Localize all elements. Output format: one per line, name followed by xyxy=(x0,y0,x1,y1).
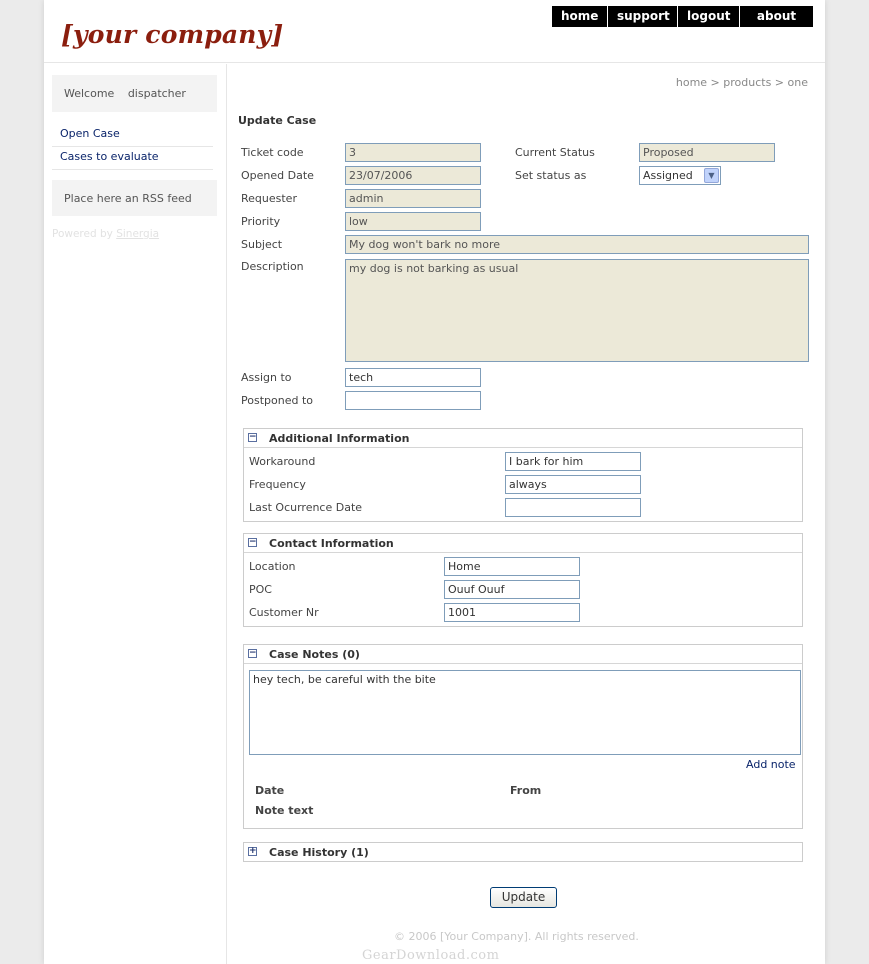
rss-box: Place here an RSS feed xyxy=(52,180,217,216)
last-occurrence-label: Last Ocurrence Date xyxy=(249,501,363,514)
notes-col-date: Date xyxy=(255,784,285,797)
set-status-select[interactable] xyxy=(639,166,721,185)
powered-by xyxy=(52,228,159,240)
subject-field: My dog won't bark no more xyxy=(345,235,809,254)
current-status-field: Proposed xyxy=(639,143,775,162)
assign-to-input[interactable]: tech xyxy=(345,368,481,387)
ticket-code-label: Ticket code xyxy=(241,146,304,159)
page xyxy=(44,0,825,964)
priority-label: Priority xyxy=(241,215,281,228)
case-notes-panel xyxy=(243,644,803,829)
postponed-to-label: Postponed to xyxy=(241,394,313,407)
additional-info-header xyxy=(244,429,802,448)
welcome-box xyxy=(52,75,217,112)
notes-col-from: From xyxy=(510,784,542,797)
requester-label: Requester xyxy=(241,192,297,205)
watermark: GearDownload.com xyxy=(362,948,500,963)
collapse-icon[interactable]: − xyxy=(249,648,257,658)
powered-by-link[interactable]: Sinergia xyxy=(116,228,160,240)
breadcrumb: home > products > one xyxy=(675,76,808,89)
footer-copyright: © 2006 [Your Company]. All rights reserved. xyxy=(394,930,639,943)
case-history-header[interactable] xyxy=(244,843,802,862)
add-note-link[interactable]: Add note xyxy=(746,758,796,771)
additional-info-title: Additional Information xyxy=(269,432,410,445)
postponed-to-input[interactable] xyxy=(345,391,481,410)
case-notes-title: Case Notes (0) xyxy=(269,648,360,661)
collapse-icon[interactable]: − xyxy=(249,537,257,547)
description-field[interactable]: my dog is not barking as usual xyxy=(345,259,809,362)
poc-label: POC xyxy=(249,583,272,596)
nav-logout[interactable]: logout xyxy=(678,6,739,27)
location-label: Location xyxy=(249,560,296,573)
chevron-down-icon[interactable]: ▼ xyxy=(704,168,719,183)
sidebar-links xyxy=(52,124,213,170)
update-button[interactable]: Update xyxy=(490,887,557,908)
contact-info-panel xyxy=(243,533,803,627)
set-status-value: Assigned xyxy=(643,169,693,182)
priority-field: low xyxy=(345,212,481,231)
poc-input[interactable]: Ouuf Ouuf xyxy=(444,580,580,599)
sidebar xyxy=(44,64,227,964)
customer-nr-label: Customer Nr xyxy=(249,606,319,619)
top-nav xyxy=(552,6,814,44)
requester-field: admin xyxy=(345,189,481,208)
location-input[interactable]: Home xyxy=(444,557,580,576)
workaround-label: Workaround xyxy=(249,455,316,468)
frequency-input[interactable]: always xyxy=(505,475,641,494)
ticket-code-field: 3 xyxy=(345,143,481,162)
assign-to-label: Assign to xyxy=(241,371,292,384)
frequency-label: Frequency xyxy=(249,478,306,491)
opened-date-field: 23/07/2006 xyxy=(345,166,481,185)
subject-label: Subject xyxy=(241,238,283,251)
case-history-panel xyxy=(243,842,803,862)
nav-home[interactable]: home xyxy=(552,6,607,27)
sidebar-item-cases-to-evaluate[interactable]: Cases to evaluate xyxy=(52,147,213,170)
additional-info-panel xyxy=(243,428,803,522)
opened-date-label: Opened Date xyxy=(241,169,314,182)
contact-info-title: Contact Information xyxy=(269,537,394,550)
page-title: Update Case xyxy=(238,114,317,127)
case-history-title: Case History (1) xyxy=(269,846,369,859)
welcome-label: Welcome xyxy=(64,87,115,100)
nav-support[interactable]: support xyxy=(608,6,677,27)
username: dispatcher xyxy=(127,87,186,100)
notes-col-text: Note text xyxy=(255,804,314,817)
case-notes-header xyxy=(244,645,802,664)
expand-icon[interactable]: + xyxy=(249,846,257,856)
set-status-label: Set status as xyxy=(515,169,587,182)
current-status-label: Current Status xyxy=(515,146,595,159)
collapse-icon[interactable]: − xyxy=(249,432,257,442)
company-logo: [your company] xyxy=(61,20,284,49)
header xyxy=(44,0,825,63)
contact-info-header xyxy=(244,534,802,553)
description-label: Description xyxy=(241,260,304,273)
sidebar-item-open-case[interactable]: Open Case xyxy=(52,124,213,147)
customer-nr-input[interactable]: 1001 xyxy=(444,603,580,622)
last-occurrence-input[interactable] xyxy=(505,498,641,517)
note-textarea[interactable]: hey tech, be careful with the bite xyxy=(249,670,801,755)
nav-about-us[interactable]: about us xyxy=(740,6,813,27)
workaround-input[interactable]: I bark for him xyxy=(505,452,641,471)
powered-by-text: Powered by xyxy=(52,228,117,240)
